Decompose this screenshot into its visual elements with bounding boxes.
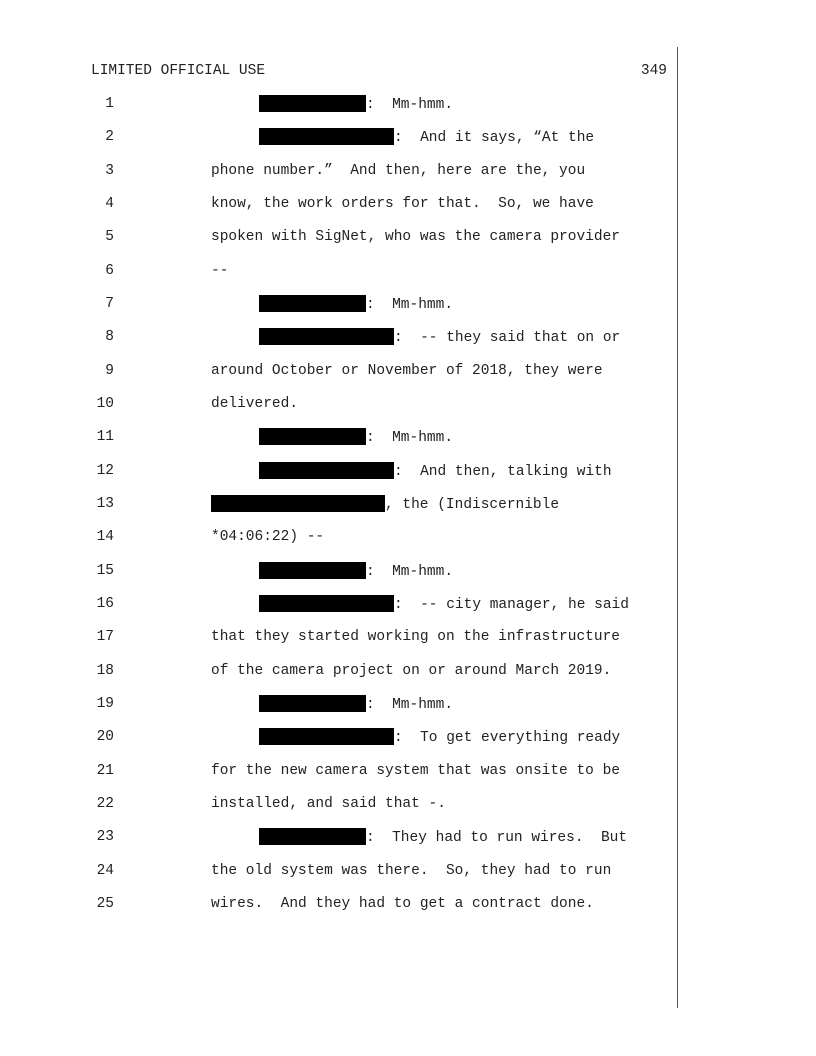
line-text: : Mm-hmm. <box>366 97 454 113</box>
line-number: 3 <box>105 163 114 179</box>
line-text: : Mm-hmm. <box>366 564 454 580</box>
line-number: 9 <box>105 363 114 379</box>
line-text: : And then, talking with <box>394 464 612 480</box>
line-text: : Mm-hmm. <box>366 430 454 446</box>
transcript-line <box>259 595 629 614</box>
transcript-line <box>259 95 453 114</box>
transcript-line <box>259 128 594 147</box>
line-text: : -- they said that on or <box>394 330 621 346</box>
line-text: spoken with SigNet, who was the camera provider <box>211 229 620 245</box>
transcript-line <box>259 462 612 481</box>
transcript-line <box>259 828 627 847</box>
line-text: of the camera project on or around March 2019. <box>211 663 612 679</box>
line-text: that they started working on the infrastructure <box>211 629 620 645</box>
line-number: 12 <box>96 463 114 479</box>
line-number: 8 <box>105 329 114 345</box>
line-number: 14 <box>96 529 114 545</box>
redacted-speaker <box>259 128 394 145</box>
line-text: : They had to run wires. But <box>366 830 628 846</box>
line-text: : Mm-hmm. <box>366 697 454 713</box>
line-text: for the new camera system that was onsite to be <box>211 763 620 779</box>
redacted-speaker <box>259 462 394 479</box>
line-text: phone number.” And then, here are the, you <box>211 163 586 179</box>
redacted-speaker <box>259 595 394 612</box>
line-number: 17 <box>96 629 114 645</box>
transcript-line <box>259 728 620 747</box>
line-text: -- <box>211 263 229 279</box>
line-text: *04:06:22) -- <box>211 529 325 545</box>
line-number: 5 <box>105 229 114 245</box>
redacted-speaker <box>259 828 366 845</box>
line-text: wires. And they had to get a contract done. <box>211 896 594 912</box>
redacted-speaker <box>259 428 366 445</box>
line-number: 24 <box>96 863 114 879</box>
classification-header: LIMITED OFFICIAL USE <box>91 63 266 79</box>
redacted-speaker <box>259 728 394 745</box>
line-text: delivered. <box>211 396 299 412</box>
line-number: 22 <box>96 796 114 812</box>
line-text: around October or November of 2018, they were <box>211 363 603 379</box>
redacted-name <box>211 495 385 512</box>
transcript-line <box>211 495 559 514</box>
transcript-line <box>259 428 453 447</box>
line-number: 23 <box>96 829 114 845</box>
redacted-speaker <box>259 562 366 579</box>
margin-rule <box>677 47 678 1008</box>
transcript-line <box>259 695 453 714</box>
transcript-line <box>259 295 453 314</box>
line-number: 16 <box>96 596 114 612</box>
line-number: 20 <box>96 729 114 745</box>
transcript-line <box>259 328 620 347</box>
line-text: know, the work orders for that. So, we have <box>211 196 594 212</box>
redacted-speaker <box>259 95 366 112</box>
line-number: 2 <box>105 129 114 145</box>
transcript-line <box>259 562 453 581</box>
line-text: : And it says, “At the <box>394 130 595 146</box>
line-text: : Mm-hmm. <box>366 297 454 313</box>
redacted-speaker <box>259 328 394 345</box>
line-text: , the (Indiscernible <box>385 497 560 513</box>
line-number: 11 <box>96 429 114 445</box>
line-number: 1 <box>105 96 114 112</box>
line-text: the old system was there. So, they had to run <box>211 863 612 879</box>
line-text: : To get everything ready <box>394 730 621 746</box>
line-number: 25 <box>96 896 114 912</box>
line-number: 15 <box>96 563 114 579</box>
line-number: 7 <box>105 296 114 312</box>
line-text: installed, and said that -. <box>211 796 446 812</box>
page-number: 349 <box>640 63 667 79</box>
line-number: 10 <box>96 396 114 412</box>
line-text: : -- city manager, he said <box>394 597 629 613</box>
redacted-speaker <box>259 695 366 712</box>
line-number: 13 <box>96 496 114 512</box>
line-number: 6 <box>105 263 114 279</box>
line-number: 4 <box>105 196 114 212</box>
redacted-speaker <box>259 295 366 312</box>
line-number: 18 <box>96 663 114 679</box>
line-number: 19 <box>96 696 114 712</box>
line-number: 21 <box>96 763 114 779</box>
